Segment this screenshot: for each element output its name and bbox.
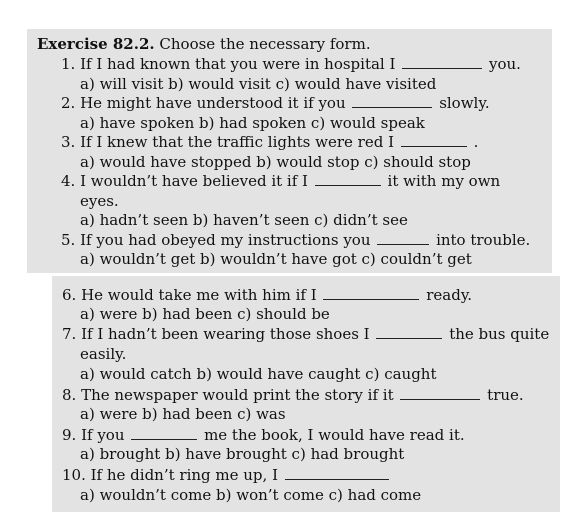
question-8-text: 8. The newspaper would print the story if it [62,386,394,404]
question-2-text-end: slowly. [439,94,490,112]
question-9-text-end: me the book, I would have read it. [204,426,465,444]
question-4 [61,171,500,191]
options-1: a) will visit b) would visit c) would have visited [80,75,437,93]
question-7-text: 7. If I hadn’t been wearing those shoes I [62,325,370,343]
answer-blank-9[interactable] [131,425,197,440]
exercise-instruction: Choose the necessary form. [159,35,371,53]
question-2-text: 2. He might have understood it if you [61,94,346,112]
options-5: a) wouldn’t get b) wouldn’t have got c) couldn’t get [80,250,472,268]
options-2: a) have spoken b) had spoken c) would speak [80,114,425,132]
question-2 [61,93,490,113]
answer-blank-2[interactable] [352,93,432,108]
question-6-text: 6. He would take me with him if I [62,286,317,304]
question-5-text-end: into trouble. [436,231,531,249]
options-7: a) would catch b) would have caught c) caught [80,365,437,383]
options-4: a) hadn’t seen b) haven’t seen c) didn’t see [80,211,408,229]
answer-blank-4[interactable] [315,171,381,186]
question-6-text-end: ready. [426,286,473,304]
exercise-title: Exercise 82.2. [37,35,155,53]
answer-blank-1[interactable] [402,54,482,69]
options-6: a) were b) had been c) should be [80,305,330,323]
exercise-heading [37,34,371,54]
answer-blank-5[interactable] [377,230,429,245]
question-7 [62,324,549,344]
question-3-text-end: . [473,133,479,151]
question-4-text-end: it with my own [387,172,501,190]
answer-blank-10[interactable] [285,465,389,480]
question-4-continued: eyes. [80,192,119,210]
question-5 [61,230,530,250]
options-3: a) would have stopped b) would stop c) should stop [80,153,471,171]
answer-blank-7[interactable] [376,324,442,339]
options-8: a) were b) had been c) was [80,405,286,423]
question-1-text-end: you. [488,55,521,73]
question-3 [61,132,478,152]
question-7-continued: easily. [80,345,127,363]
question-4-text: 4. I wouldn’t have believed it if I [61,172,308,190]
question-3-text: 3. If I knew that the traffic lights were red I [61,133,395,151]
question-10 [62,465,391,485]
question-7-text-end: the bus quite [449,325,550,343]
question-1 [61,54,521,74]
question-1-text: 1. If I had known that you were in hospital I [61,55,396,73]
question-9-text: 9. If you [62,426,125,444]
question-10-text: 10. If he didn’t ring me up, I [62,466,278,484]
answer-blank-6[interactable] [323,285,419,300]
question-8 [62,385,524,405]
question-8-text-end: true. [487,386,524,404]
options-10: a) wouldn’t come b) won’t come c) had come [80,486,422,504]
answer-blank-3[interactable] [401,132,467,147]
answer-blank-8[interactable] [400,385,480,400]
question-9 [62,425,465,445]
options-9: a) brought b) have brought c) had brought [80,445,405,463]
question-5-text: 5. If you had obeyed my instructions you [61,231,371,249]
question-6 [62,285,472,305]
